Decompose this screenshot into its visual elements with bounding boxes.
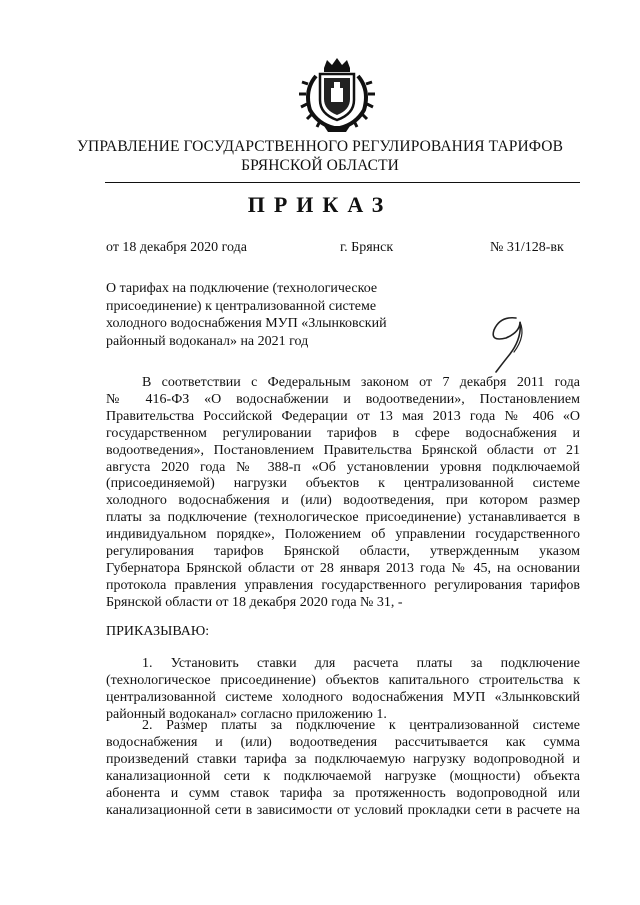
preamble-line: холодного водоснабжения и (или) водоотведения, при котором размер [106,493,580,509]
order-city: г. Брянск [340,240,394,255]
preamble-line: регулирования тарифов Брянской области, утвержденным указом [106,544,580,560]
order-item-2 [106,718,580,819]
subject-line: присоединение) к централизованной системе [106,298,377,314]
subject-line: районный водоканал» на 2021 год [106,333,309,349]
preamble-line: платы за подключение (технологическое присоединение) устанавливается в [106,510,580,526]
item-line: централизованной системе холодного водоснабжения МУП «Злынковский [106,689,580,705]
preamble-line: В соответствии с Федеральным законом от 7 декабря 2011 года [142,375,580,390]
preamble-line: августа 2020 года № 388-п «Об установлении уровня подключаемой [106,459,580,475]
header-divider [105,182,580,183]
preamble-line: водоотведения», Постановлением Правительства Брянской области от 21 [106,442,580,458]
subject-line: О тарифах на подключение (технологическое [106,281,378,296]
preamble-line: Правительства Российской Федерации от 13 мая 2013 года № 406 «О [106,408,580,424]
handwritten-signature-icon [470,308,540,378]
item-line: районный водоканал» согласно приложению 1. [106,706,387,722]
item-line: водоснабжения и (или) водоотведения рассчитывается как сумма [106,734,580,750]
item-line: канализационной сети в зависимости от условий прокладки сети в расчете на [106,802,580,818]
preamble-line: Губернатора Брянской области от 28 января 2013 года № 45, на основании [106,560,580,576]
coat-of-arms-icon [294,54,380,134]
agency-name: УПРАВЛЕНИЕ ГОСУДАРСТВЕННОГО РЕГУЛИРОВАНИЯ ТАРИФОВ [76,138,564,155]
item-line: (технологическое присоединение) объектов капитального строительства к [106,672,580,688]
order-subject [106,280,406,350]
item-line: канализационной сети к подключаемой нагрузке (мощности) объекта [106,768,580,784]
document-type-title: ПРИКАЗ [247,192,393,217]
item-line: произведений ставки тарифа за подключаемую нагрузку водопроводной и [106,751,580,767]
preamble-line: государственном регулировании тарифов в сфере водоснабжения и [106,425,580,441]
item-line: 1. Установить ставки для расчета платы за подключение [142,656,580,671]
preamble-line: № 416-ФЗ «О водоснабжении и водоотведении», Постановлением [106,391,580,407]
preamble-line: индивидуальном порядке», Положением об управлении государственного [106,527,580,543]
order-item-1 [106,656,580,724]
subject-line: холодного водоснабжения МУП «Злынковский [106,316,387,331]
item-line: абонента и сумм ставок тарифа за протяженность водопроводной или [106,785,580,801]
preamble-line: Брянской области от 18 декабря 2020 года № 31, - [106,594,403,610]
order-date: от 18 декабря 2020 года [106,240,247,255]
preamble-line: (присоединяемой) нагрузки объектов к централизованной системе [106,476,580,492]
preamble-paragraph [106,375,580,612]
order-directive: ПРИКАЗЫВАЮ: [106,624,210,639]
preamble-line: протокола правления управления государственного регулирования тарифов [106,577,580,593]
agency-region: БРЯНСКОЙ ОБЛАСТИ [241,157,399,174]
order-number: № 31/128-вк [490,240,564,255]
item-line: 2. Размер платы за подключение к централизованной системе [142,718,580,733]
